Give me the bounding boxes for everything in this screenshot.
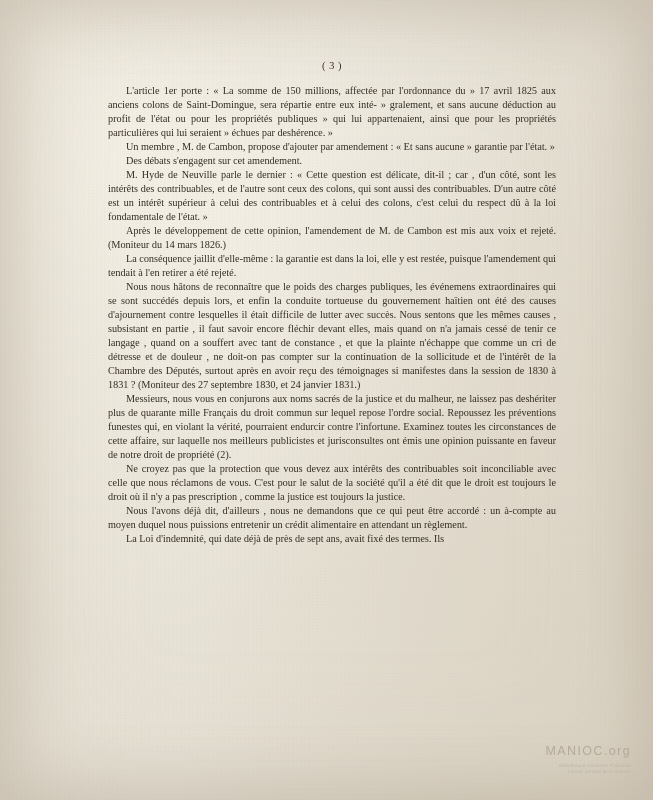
- paragraph: Nous l'avons déjà dit, d'ailleurs , nous ne demandons que ce qui peut être accordé : un à-compte au moyen duquel nous puissions entretenir un crédit alimentaire en attendant un règlement.: [108, 506, 556, 531]
- paragraph: M. Hyde de Neuville parle le dernier : « Cette question est délicate, dit-il ; car , d'un côté, sont les intérêts des contribuables, et de l'autre sont ceux des colons, qui sont aussi des contribuables. D'un autre côté est un intérêt supérieur à celui des contribuables et à celui des colons, c'est celui du respect dû à la loi fondamentale de l'état. »: [108, 170, 556, 223]
- page-number: ( 3 ): [322, 61, 342, 72]
- paragraph: Nous nous hâtons de reconnaître que le poids des charges publiques, les événemens extraordinaires qui se sont succédés depuis lors, et enfin la conduite tortueuse du gouvernement haïtien ont été des causes d'ajournement contre lesquelles il était difficile de lutter avec succès. Nous sentons que les mêmes causes , subsistant en partie , il faut savoir encore fléchir devant elles, mais quand on n'a jamais cessé de tenir ce langage , quand on a souffert avec tant de constance , et que la plainte n'échappe que comme un cri de détresse et de douleur , ne doit-on pas compter sur la continuation de la sollicitude et de l'intérêt de la Chambre des Députés, surtout après en avoir reçu des témoignages si manifestes dans la session de 1830 à 1831 ? (Moniteur des 27 septembre 1830, et 24 janvier 1831.): [108, 282, 556, 391]
- watermark-subtitle-library: Bibliothèque Alexandre Franconie: [558, 763, 631, 768]
- paragraph: Après le développement de cette opinion, l'amendement de M. de Cambon est mis aux voix et rejeté. (Moniteur du 14 mars 1826.): [108, 226, 556, 251]
- paragraph: Des débats s'engagent sur cet amendement.: [126, 156, 303, 167]
- paragraph: Messieurs, nous vous en conjurons aux noms sacrés de la justice et du malheur, ne laissez pas deshériter plus de quarante mille Français du droit commun sur lequel repose l'ordre social. Repoussez les préventions funestes qui, en violant la vérité, pourraient endurcir contre l'infortune. Examinez toutes les circonstances de cette affaire, sur laquelle nos meilleurs publicistes et jurisconsultes ont émis une opinion puissante en faveur de notre droit de propriété (2).: [108, 394, 556, 461]
- paragraph: Ne croyez pas que la protection que vous devez aux intérêts des contribuables soit inconciliable avec celle que nous réclamons de vous. C'est pour le salut de la société qu'il a été dit que le droit est toujours le droit où il n'y a pas prescription , comme la justice est toujours la justice.: [108, 464, 556, 503]
- paragraph: Un membre , M. de Cambon, propose d'ajouter par amendement : « Et sans aucune » garantie par l'état. »: [126, 142, 555, 153]
- watermark-subtitle-council: Conseil général de la Guyane: [567, 768, 631, 774]
- page-text-body: [108, 60, 556, 547]
- watermark: [511, 744, 631, 774]
- paragraph: La conséquence jaillit d'elle-même : la garantie est dans la loi, elle y est restée, puisque l'amendement qui tendait à l'en retirer a été rejeté.: [108, 254, 556, 279]
- paragraph: La Loi d'indemnité, qui date déjà de près de sept ans, avait fixé des termes. Ils: [126, 534, 445, 545]
- watermark-title: MANIOC.org: [545, 744, 631, 759]
- paragraph: L'article 1er porte : « La somme de 150 millions, affectée par l'ordonnance du » 17 avril 1825 aux anciens colons de Saint-Domingue, sera répartie entre eux inté- » gralement, et sans aucune déduction au profit de l'état ou pour les propriétés publiques » qui lui appartenaient, ainsi que pour les propriétés particulières qui lui seraient » échues par deshérence. »: [108, 86, 556, 139]
